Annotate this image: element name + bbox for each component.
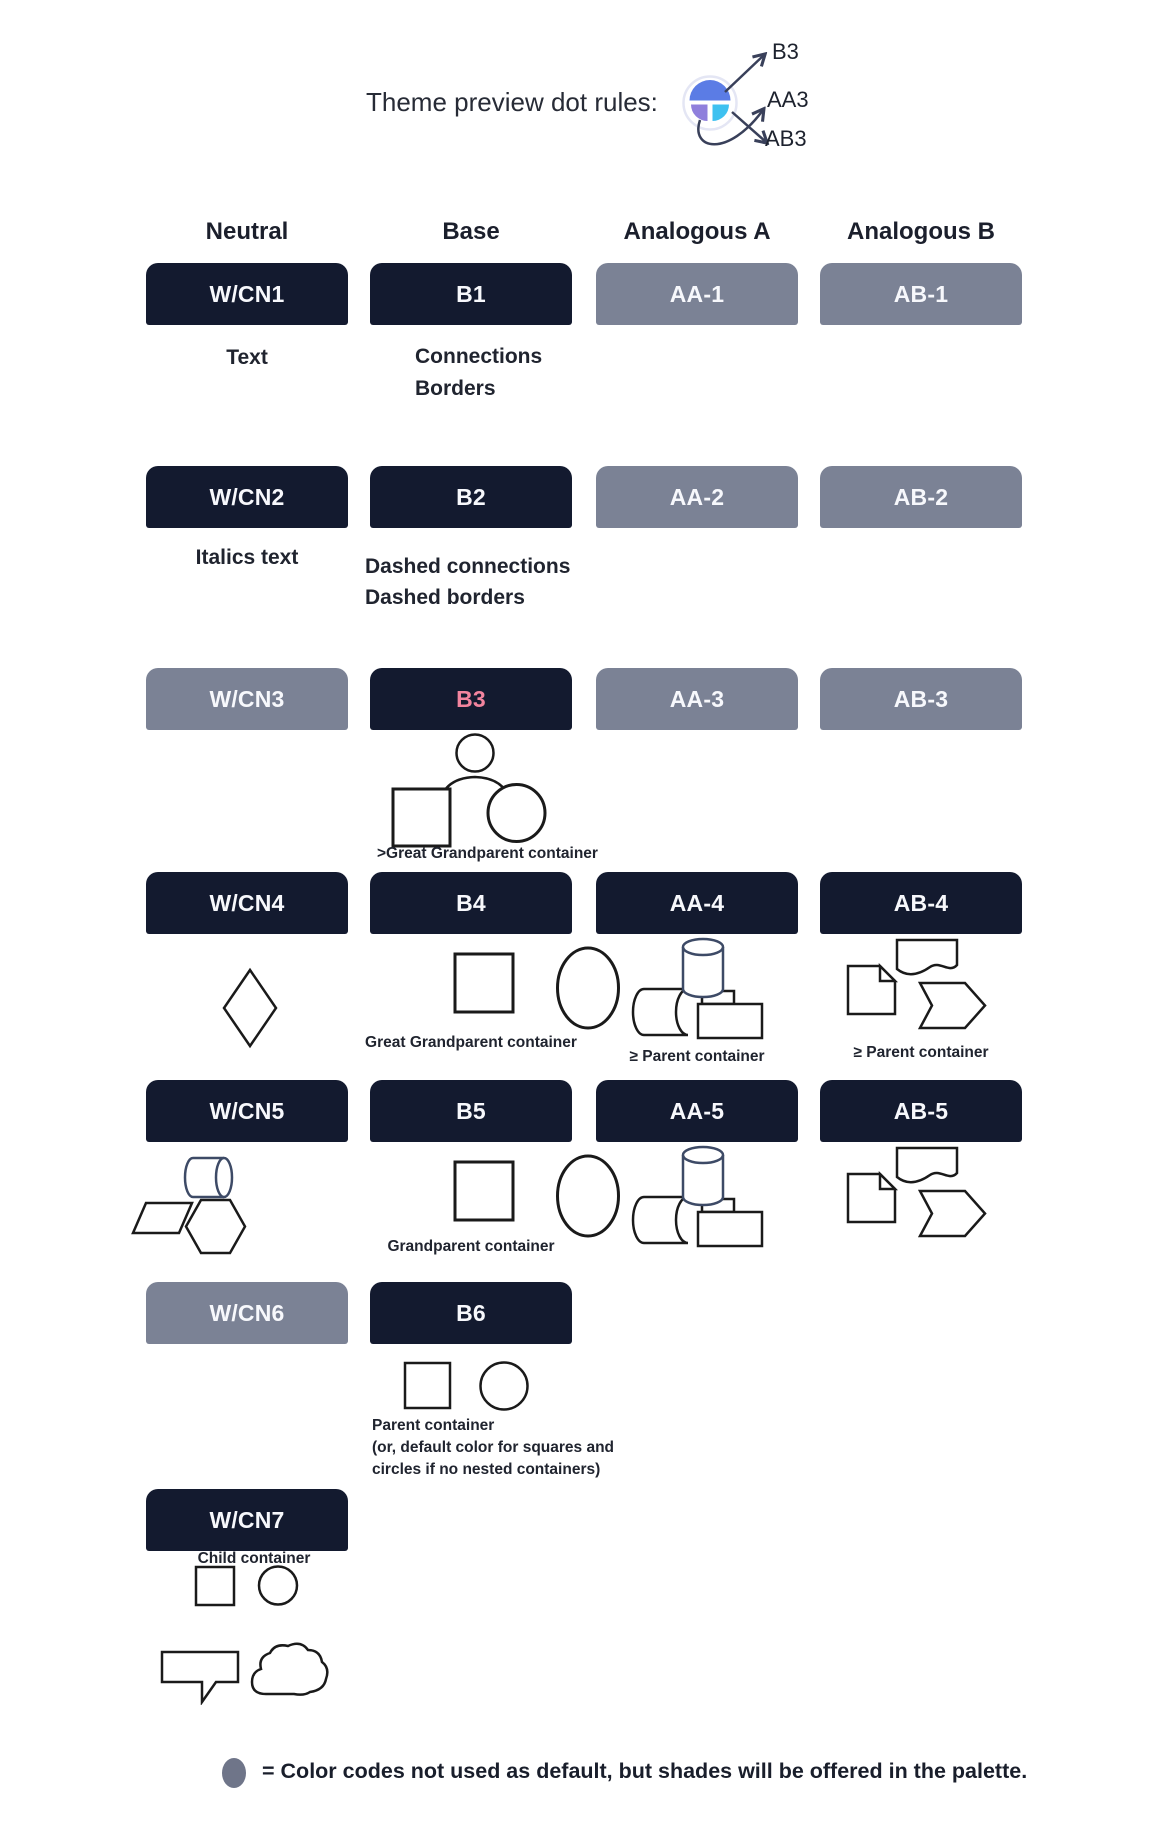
swatch-wcn1: W/CN1 [146,263,348,325]
square-shape [393,789,450,846]
dot-label-ab3: AB3 [765,126,807,151]
swatch-ab2: AB-2 [820,466,1022,528]
page-fold-shape [880,966,895,981]
swatch-b5: B5 [370,1080,572,1142]
square-shape [455,1162,513,1220]
tabbed-rect-shape [698,1212,762,1246]
swatch-aa2: AA-2 [596,466,798,528]
swatch-b3: B3 [370,668,572,730]
aa5-shape-group [630,1144,806,1248]
swatch-wcn7: W/CN7 [146,1489,348,1551]
dot-label-aa3: AA3 [767,87,809,112]
cylinder-top-shape [683,1147,723,1163]
stored-data-shape [633,989,688,1035]
dot-label-b3: B3 [772,39,799,64]
document-shape [897,940,957,974]
circle-shape [488,785,545,842]
swatch-aa5: AA-5 [596,1080,798,1142]
circle-shape [259,1567,297,1605]
b6-shape-group [402,1360,532,1412]
legend-dot [222,1758,246,1788]
stored-data-shape [633,1197,688,1243]
square-shape [196,1567,234,1605]
tabbed-rect-shape [698,1004,762,1038]
wcn7-bubble-cloud-group [158,1640,338,1705]
wcn7-shape-group [193,1564,303,1609]
hexagon-shape [186,1200,245,1253]
swatch-b2: B2 [370,466,572,528]
column-header-analogous-b: Analogous B [847,218,995,245]
swatch-b4: B4 [370,872,572,934]
caption-ab4: ≥ Parent container [853,1044,989,1061]
swatch-wcn6: W/CN6 [146,1282,348,1344]
swatch-aa3: AA-3 [596,668,798,730]
chevron-shape [920,983,985,1028]
b5-shape-group [452,1152,622,1240]
ellipse-shape [558,948,619,1028]
square-shape [405,1363,450,1408]
caption-wcn7: Child container [197,1550,311,1567]
swatch-aa4: AA-4 [596,872,798,934]
caption-b2: Dashed connections Dashed borders [365,555,571,609]
wcn4-shape-group [220,966,280,1050]
parallelogram-shape [133,1203,192,1233]
chevron-shape [920,1191,985,1236]
swatch-b1: B1 [370,263,572,325]
column-header-analogous-a: Analogous A [623,218,771,245]
column-header-neutral: Neutral [205,218,289,245]
caption-wcn2: Italics text [195,546,299,569]
legend-text: = Color codes not used as default, but shades will be offered in the palette. [262,1759,1028,1783]
ellipse-shape [558,1156,619,1236]
swatch-ab4: AB-4 [820,872,1022,934]
theme-preview-dot-icon [684,77,737,130]
diamond-shape [224,970,276,1046]
caption-wcn1: Text [226,346,268,369]
caption-b4: Great Grandparent container [365,1034,577,1051]
caption-b3: >Great Grandparent container [377,845,598,862]
swatch-ab3: AB-3 [820,668,1022,730]
speech-bubble-shape [162,1652,238,1702]
cloud-shape [252,1644,327,1695]
wcn5-shape-group [128,1152,248,1257]
square-shape [455,954,513,1012]
circle-shape [481,1363,528,1410]
swatch-ab5: AB-5 [820,1080,1022,1142]
aa4-shape-group [630,936,806,1040]
b4-shape-group [452,944,622,1032]
swatch-aa1: AA-1 [596,263,798,325]
swatch-wcn5: W/CN5 [146,1080,348,1142]
swatch-ab1: AB-1 [820,263,1022,325]
swatch-wcn2: W/CN2 [146,466,348,528]
ab5-shape-group [840,1142,1020,1242]
ab4-shape-group [840,934,1020,1034]
cylinder-top-shape [683,939,723,955]
page-title: Theme preview dot rules: [366,87,658,117]
caption-b5: Grandparent container [387,1238,555,1255]
horizontal-cylinder-end-shape [216,1158,232,1197]
swatch-wcn4: W/CN4 [146,872,348,934]
page-fold-shape [880,1174,895,1189]
arrow-to-b3 [725,55,764,92]
document-shape [897,1148,957,1182]
swatch-b6: B6 [370,1282,572,1344]
column-header-base: Base [442,218,500,245]
person-head-shape [457,735,494,772]
caption-aa4: ≥ Parent container [629,1048,765,1065]
caption-b6: Parent container (or, default color for squares and circles if no nested containers) [372,1417,615,1478]
swatch-wcn3: W/CN3 [146,668,348,730]
caption-b1: Connections Borders [415,345,543,400]
dot-rules-diagram [680,28,840,178]
